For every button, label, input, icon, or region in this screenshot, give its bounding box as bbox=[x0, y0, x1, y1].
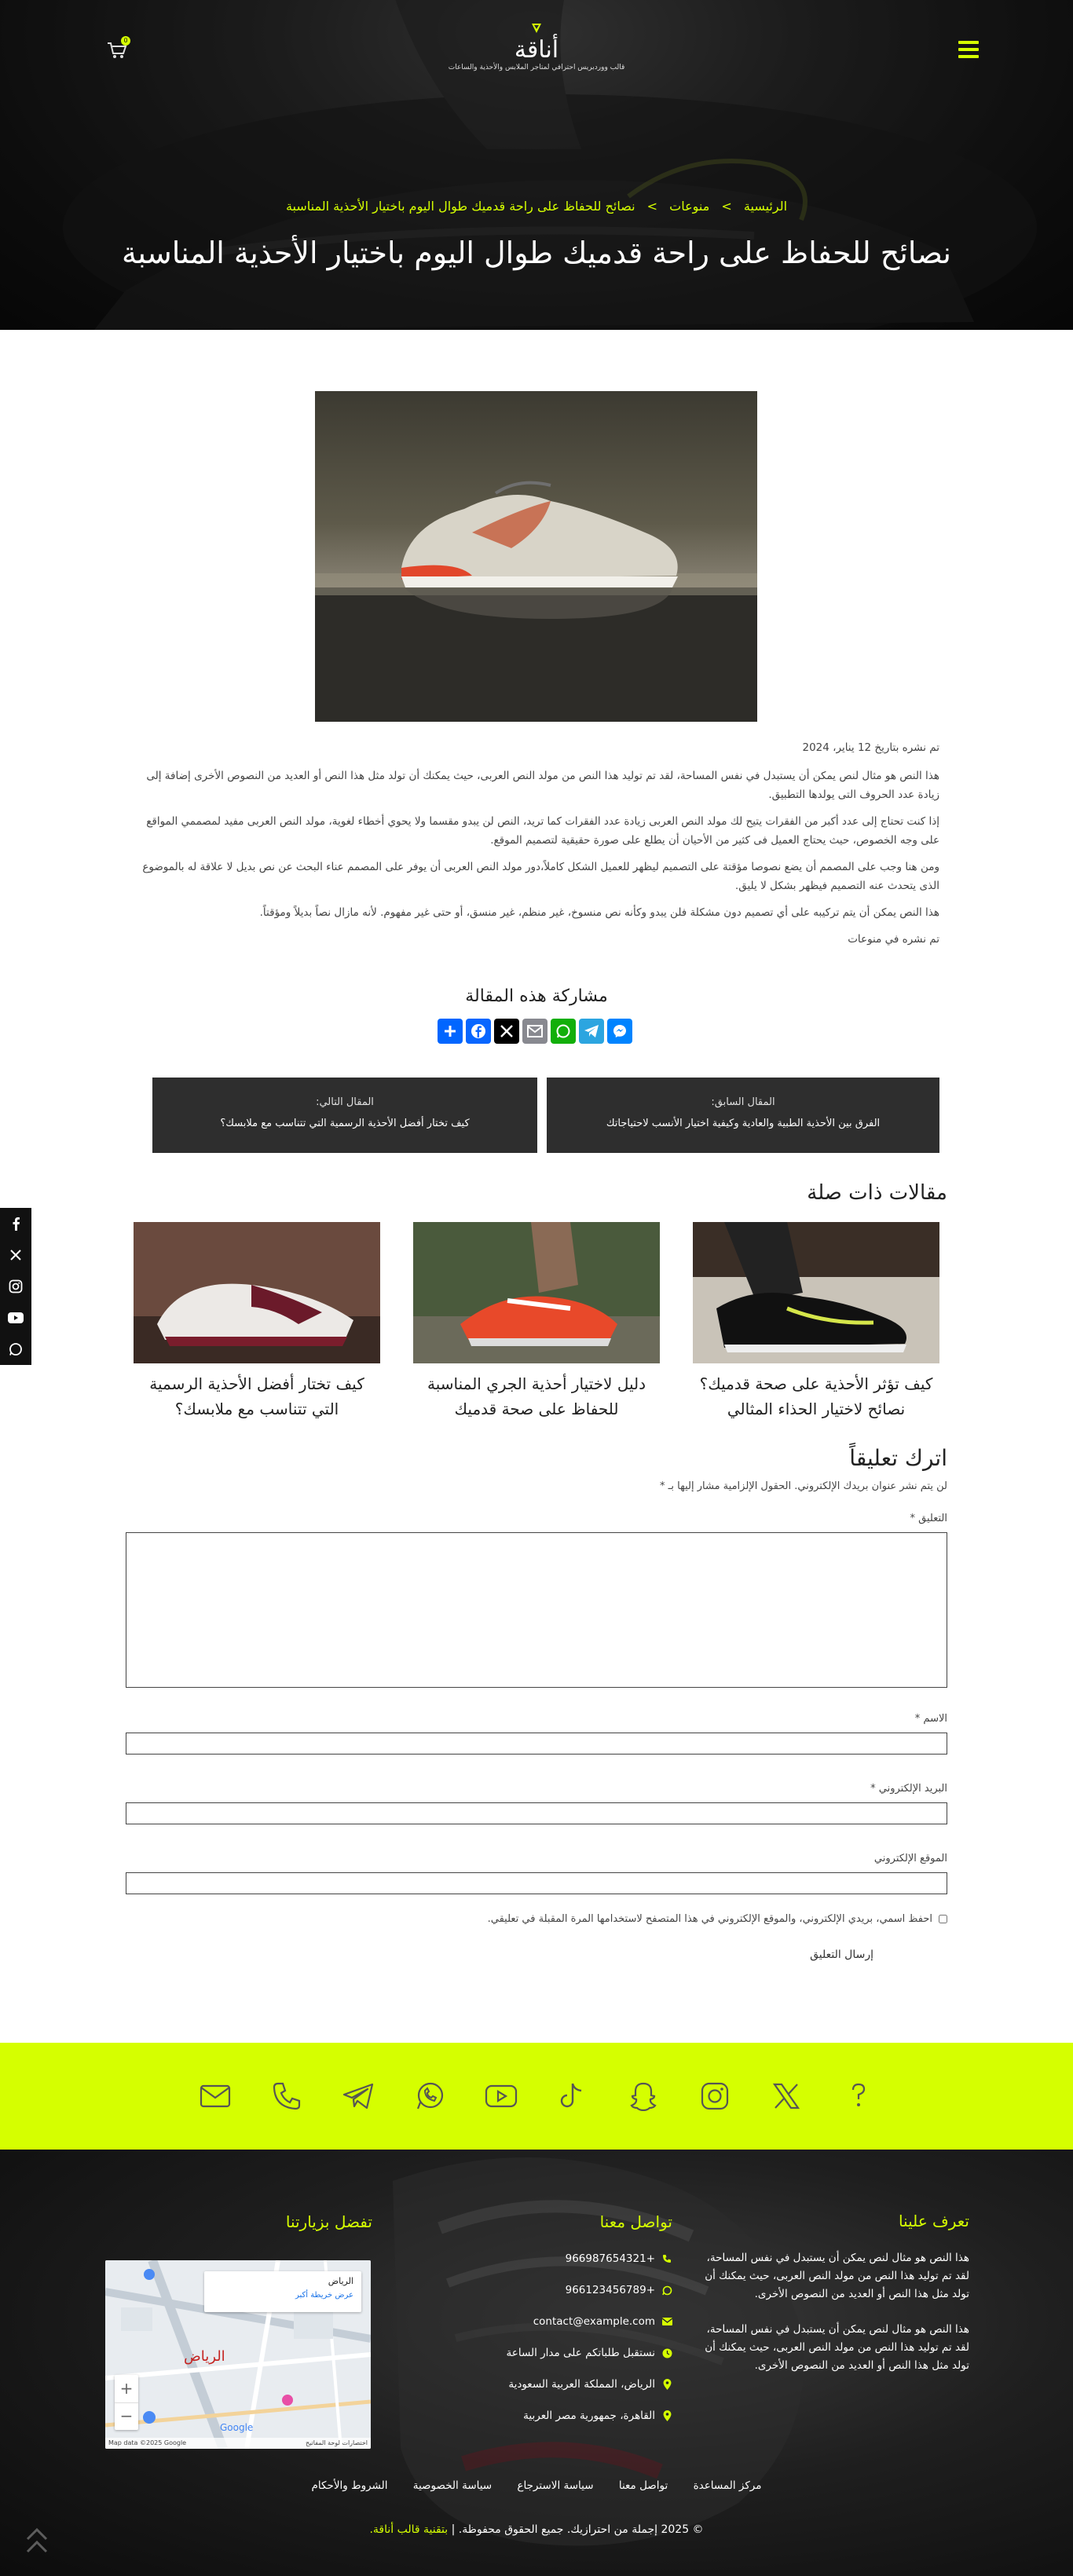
copyright: © 2025 إجملة من احترازيك. جميع الحقوق محفوظة. | بتقنية قالب أناقة. bbox=[369, 2523, 704, 2536]
embedded-map[interactable] bbox=[105, 2260, 371, 2449]
save-info-row bbox=[126, 1913, 947, 1925]
footer-contact-title: تواصل معنا bbox=[599, 2212, 672, 2231]
contact-item bbox=[437, 2407, 672, 2424]
save-info-label: احفظ اسمي، بريدي الإلكتروني، والموقع الإلكتروني في هذا المتصفح لاستخدامها المرة المقبلة في تعليقي. bbox=[487, 1913, 932, 1925]
footer-link-privacy[interactable]: سياسة الخصوصية bbox=[412, 2479, 493, 2492]
logo-name: أناقة bbox=[514, 36, 559, 64]
whatsapp-icon bbox=[661, 2285, 672, 2296]
contact-item-text: +966123456789 bbox=[565, 2284, 655, 2296]
breadcrumb-separator: > bbox=[646, 199, 658, 214]
article-paragraph: إذا كنت تحتاج إلى عدد أكبر من الفقرات يتيح لك مولد النص العربى زيادة عدد الفقرات كما تريد، النص لن يبدو مقسما ولا يحوي أخطاء لغوية، مولد النص العربى مفيد لمصممي المواقع على وجه الخصوص، حيث يحتاج العميل فى كثير من الأحيان أن يطلع على صورة حقيقية لتصميم الموقع. bbox=[146, 815, 939, 847]
zoom-in-button[interactable]: + bbox=[119, 2379, 134, 2398]
breadcrumb bbox=[0, 199, 1073, 214]
whatsapp-icon[interactable] bbox=[0, 1334, 31, 1365]
breadcrumb-category[interactable]: منوعات bbox=[669, 199, 710, 214]
copyright-credit[interactable]: بتقنية قالب أناقة. bbox=[369, 2523, 449, 2536]
map-attribution: Map data ©2025 Google bbox=[108, 2439, 187, 2446]
footer-about bbox=[694, 2212, 969, 2392]
page-title: نصائح للحفاظ على راحة قدميك طوال اليوم باختيار الأحذية المناسبة bbox=[122, 236, 951, 270]
contact-icons-row bbox=[196, 2077, 877, 2115]
article-date: تم نشره بتاريخ 12 يناير، 2024 bbox=[802, 741, 939, 754]
article-body bbox=[126, 738, 939, 957]
map-larger-link[interactable]: عرض خريطة أكبر bbox=[295, 2291, 353, 2300]
related-post-card[interactable] bbox=[693, 1222, 939, 1422]
phone-icon bbox=[661, 2253, 672, 2264]
instagram-icon[interactable] bbox=[0, 1271, 31, 1302]
top-bar bbox=[0, 0, 1073, 102]
contact-item bbox=[437, 2376, 672, 2393]
share-plus-icon[interactable] bbox=[438, 1019, 463, 1044]
tiktok-icon[interactable] bbox=[553, 2077, 591, 2115]
previous-post-link[interactable] bbox=[547, 1078, 939, 1153]
breadcrumb-home[interactable]: الرئيسية bbox=[743, 199, 788, 214]
footer-link-terms[interactable]: الشروط والأحكام bbox=[311, 2479, 388, 2492]
contact-item[interactable] bbox=[437, 2313, 672, 2330]
scroll-to-top-button[interactable] bbox=[25, 2525, 49, 2556]
email-icon[interactable] bbox=[196, 2077, 234, 2115]
article-paragraph: هذا النص يمكن أن يتم تركيبه على أي تصميم دون مشكلة فلن يبدو وكأنه نص منسوخ، غير منظم، غير منسق، أو حتى غير مفهوم. لأنه مازال نصاً بديلاً ومؤقتاً. bbox=[259, 906, 939, 919]
footer-links bbox=[0, 2479, 1073, 2492]
next-post-label: المقال التالي: bbox=[316, 1096, 374, 1108]
map-shortcuts[interactable]: اختصارات لوحة المفاتيح bbox=[305, 2439, 368, 2446]
messenger-icon[interactable] bbox=[607, 1019, 632, 1044]
contact-item-text: contact@example.com bbox=[533, 2315, 655, 2328]
whatsapp-icon[interactable] bbox=[411, 2077, 449, 2115]
telegram-icon[interactable] bbox=[579, 1019, 604, 1044]
site-logo[interactable] bbox=[424, 22, 649, 71]
footer-visit bbox=[105, 2212, 372, 2250]
comment-textarea[interactable] bbox=[126, 1532, 947, 1688]
youtube-icon[interactable] bbox=[482, 2077, 520, 2115]
footer-about-paragraph: هذا النص هو مثال لنص يمكن أن يستبدل في نفس المساحة، لقد تم توليد هذا النص من مولد النص العربى، حيث يمكنك أن تولد مثل هذا النص أو العديد من النصوص الأخرى. bbox=[705, 2252, 969, 2300]
x-icon[interactable] bbox=[494, 1019, 519, 1044]
email-icon bbox=[661, 2316, 672, 2327]
map-info-card bbox=[204, 2271, 361, 2312]
double-chevron-up-icon bbox=[25, 2525, 49, 2556]
email-label: البريد الإلكتروني * bbox=[870, 1783, 947, 1795]
related-post-title[interactable]: كيف تختار أفضل الأحذية الرسمية التي تتناسب مع ملابسك؟ bbox=[149, 1374, 364, 1418]
youtube-icon[interactable] bbox=[0, 1302, 31, 1334]
comment-form-note: لن يتم نشر عنوان بريدك الإلكتروني. الحقول الإلزامية مشار إليها بـ * bbox=[659, 1480, 947, 1492]
telegram-icon[interactable] bbox=[339, 2077, 377, 2115]
name-label: الاسم * bbox=[914, 1713, 947, 1725]
whatsapp-icon[interactable] bbox=[551, 1019, 576, 1044]
floating-social-bar bbox=[0, 1208, 31, 1365]
copyright-text: © 2025 إجملة من احترازيك. جميع الحقوق محفوظة. bbox=[458, 2523, 704, 2536]
map-attribution-bar bbox=[105, 2438, 371, 2449]
article-category[interactable]: تم نشره في منوعات bbox=[848, 933, 939, 946]
website-input[interactable] bbox=[126, 1872, 947, 1894]
cart-count-badge: 0 bbox=[121, 36, 130, 46]
google-logo: Google bbox=[220, 2422, 254, 2433]
footer-about-title: تعرف علينا bbox=[898, 2212, 969, 2230]
contact-item[interactable] bbox=[437, 2250, 672, 2267]
name-input[interactable] bbox=[126, 1733, 947, 1755]
instagram-icon[interactable] bbox=[696, 2077, 734, 2115]
share-buttons bbox=[438, 1019, 635, 1047]
email-input[interactable] bbox=[126, 1802, 947, 1824]
save-info-checkbox[interactable] bbox=[939, 1915, 947, 1923]
footer-link-returns[interactable]: سياسة الاسترجاع bbox=[517, 2479, 594, 2492]
zoom-out-button[interactable]: − bbox=[115, 2402, 138, 2430]
next-post-title: كيف تختار أفضل الأحذية الرسمية التي تتناسب مع ملابسك؟ bbox=[220, 1118, 470, 1129]
related-post-image bbox=[134, 1222, 380, 1363]
share-title: مشاركة هذه المقالة bbox=[465, 986, 608, 1006]
contact-icons-band bbox=[0, 2043, 1073, 2150]
related-post-title[interactable]: كيف تؤثر الأحذية على صحة قدميك؟ نصائح لاختيار الحذاء المثالي bbox=[699, 1374, 933, 1418]
contact-item-text: نستقبل طلباتكم على مدار الساعة bbox=[506, 2347, 655, 2359]
breadcrumb-current: نصائح للحفاظ على راحة قدميك طوال اليوم باختيار الأحذية المناسبة bbox=[285, 199, 635, 214]
contact-item-text: الرياض، المملكة العربية السعودية bbox=[508, 2378, 655, 2391]
footer-link-help[interactable]: مركز المساعدة bbox=[693, 2479, 762, 2492]
hamburger-menu-button[interactable] bbox=[958, 41, 979, 58]
submit-comment-button[interactable]: إرسال التعليق bbox=[810, 1948, 873, 1961]
comment-label: التعليق * bbox=[910, 1513, 947, 1524]
running-shoe-image bbox=[315, 391, 757, 722]
hero-section bbox=[0, 0, 1073, 330]
contact-item bbox=[437, 2344, 672, 2362]
email-icon[interactable] bbox=[522, 1019, 547, 1044]
x-icon[interactable] bbox=[0, 1239, 31, 1271]
previous-post-title: الفرق بين الأحذية الطبية والعادية وكيفية اختيار الأنسب لاحتياجاتك bbox=[606, 1118, 881, 1129]
comment-form bbox=[126, 1445, 947, 1961]
cart-button[interactable] bbox=[105, 37, 128, 61]
footer-contact bbox=[437, 2212, 672, 2439]
contact-item-text: +966987654321 bbox=[565, 2252, 655, 2265]
related-post-image bbox=[693, 1222, 939, 1363]
previous-post-label: المقال السابق: bbox=[711, 1096, 775, 1108]
phone-icon[interactable] bbox=[268, 2077, 306, 2115]
contact-item[interactable] bbox=[437, 2281, 672, 2299]
related-post-title[interactable]: دليل لاختيار أحذية الجري المناسبة للحفاظ على صحة قدميك bbox=[427, 1374, 646, 1418]
facebook-icon[interactable] bbox=[0, 1208, 31, 1239]
related-post-card[interactable] bbox=[413, 1222, 660, 1422]
article-paragraph: هذا النص هو مثال لنص يمكن أن يستبدل في نفس المساحة، لقد تم توليد هذا النص من مولد النص العربى، حيث يمكنك أن تولد مثل هذا النص أو العديد من النصوص الأخرى إضافة إلى زيادة عدد الحروف التى يولدها التطبيق. bbox=[146, 770, 939, 801]
location-icon bbox=[661, 2410, 672, 2421]
logo-tagline: قالب ووردبريس احترافي لمتاجر الملابس والأحذية والساعات bbox=[448, 64, 625, 71]
location-icon bbox=[661, 2379, 672, 2390]
related-posts-title: مقالات ذات صلة bbox=[807, 1181, 947, 1205]
snapchat-icon[interactable] bbox=[624, 2077, 662, 2115]
next-post-link[interactable] bbox=[152, 1078, 537, 1153]
related-post-card[interactable] bbox=[134, 1222, 380, 1422]
map-city-label: الرياض bbox=[184, 2348, 225, 2365]
footer-link-contact[interactable]: تواصل معنا bbox=[618, 2479, 668, 2492]
contact-item-text: القاهرة، جمهورية مصر العربية bbox=[523, 2410, 655, 2422]
logo-mark-icon bbox=[531, 23, 542, 34]
map-zoom-controls bbox=[115, 2375, 138, 2430]
facebook-icon[interactable] bbox=[466, 1019, 491, 1044]
x-icon[interactable] bbox=[767, 2077, 805, 2115]
site-footer bbox=[0, 2150, 1073, 2576]
featured-image bbox=[315, 391, 757, 722]
footer-visit-title: تفضل بزيارتنا bbox=[285, 2212, 372, 2231]
clock-icon bbox=[661, 2347, 672, 2358]
breadcrumb-separator: > bbox=[721, 199, 732, 214]
article-paragraph: ومن هنا وجب على المصمم أن يضع نصوصا مؤقتة على التصميم ليظهر للعميل الشكل كاملاً،دور مولد النص العربى أن يوفر على المصمم عناء البحث عن نص بديل لا علاقة له بالموضوع الذى يتحدث عنه التصميم فيظهر بشكل لا يليق. bbox=[142, 861, 939, 892]
comment-form-title: اترك تعليقاً bbox=[849, 1445, 947, 1471]
footer-about-paragraph: هذا النص هو مثال لنص يمكن أن يستبدل في نفس المساحة، لقد تم توليد هذا النص من مولد النص العربى، حيث يمكنك أن تولد مثل هذا النص أو العديد من النصوص الأخرى. bbox=[705, 2323, 969, 2372]
related-post-image bbox=[413, 1222, 660, 1363]
question-icon[interactable] bbox=[839, 2077, 877, 2115]
map-place-name: الرياض bbox=[328, 2276, 353, 2286]
website-label: الموقع الإلكتروني bbox=[873, 1853, 947, 1864]
